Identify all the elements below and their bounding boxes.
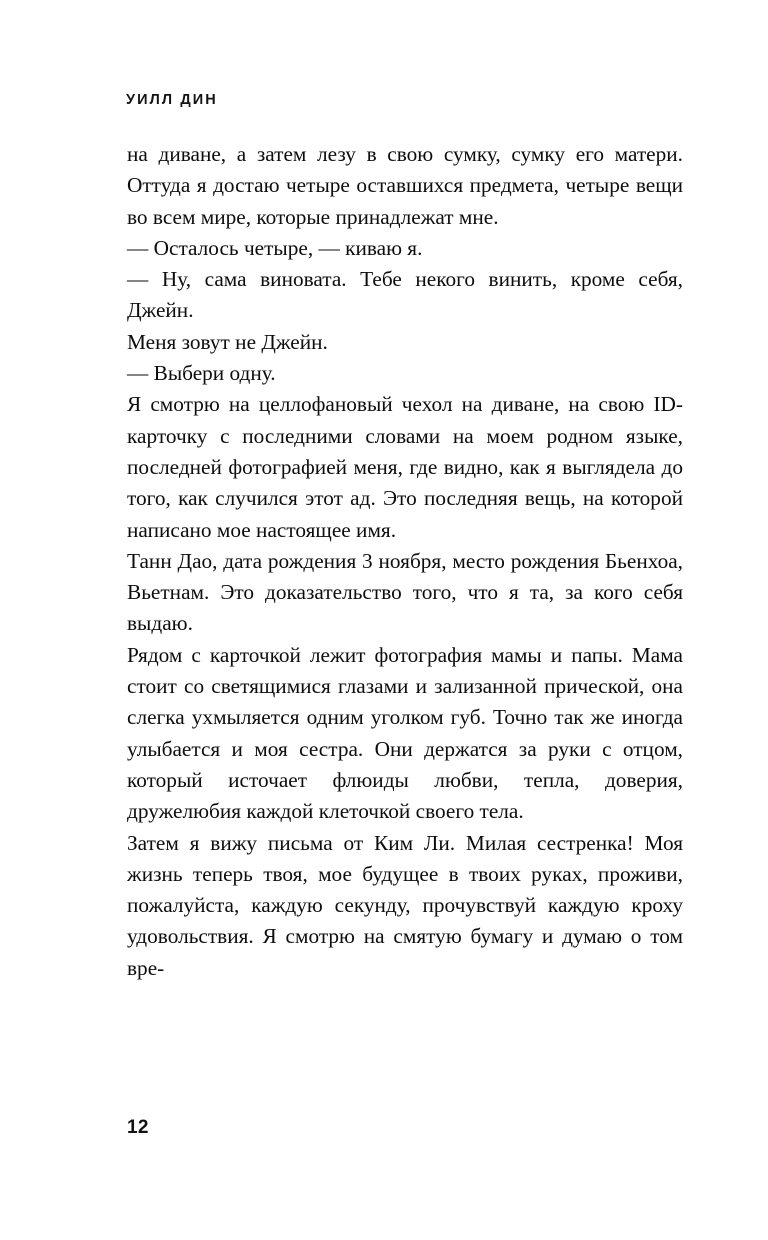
paragraph: Затем я вижу письма от Ким Ли. Милая сестренка! Моя жизнь теперь твоя, мое будущее в твоих руках, проживи, пожалуйста, каждую секунду, прочувствуй каждую кроху удовольствия. Я смотрю на смятую бумагу и думаю о том вре- <box>127 830 683 980</box>
paragraph: на диване, а затем лезу в свою сумку, сумку его матери. Оттуда я достаю четыре оставшихся предмета, четыре вещи во всем мире, которые принадлежат мне. <box>127 142 683 229</box>
page-number: 12 <box>127 1117 149 1138</box>
paragraph-dialogue: — Осталось четыре, — киваю я. <box>127 235 423 260</box>
body-text-column <box>127 139 683 984</box>
running-head-author: УИЛЛ ДИН <box>126 92 218 108</box>
paragraph-dialogue: — Выбери одну. <box>127 361 276 386</box>
paragraph: Меня зовут не Джейн. <box>127 329 328 354</box>
paragraph: Я смотрю на целлофановый чехол на диване, на свою ID-карточку с последними словами на моем родном языке, последней фотографией меня, где видно, как я выглядела до того, как случился этот ад. Это последняя вещь, на которой написано мое настоящее имя. <box>127 392 683 542</box>
paragraph-dialogue: — Ну, сама виновата. Тебе некого винить, кроме себя, Джейн. <box>127 267 683 323</box>
paragraph: Танн Дао, дата рождения 3 ноября, место рождения Бьенхоа, Вьетнам. Это доказательство того, что я та, за кого себя выдаю. <box>127 548 683 636</box>
paragraph: Рядом с карточкой лежит фотография мамы и папы. Мама стоит со светящимися глазами и зализанной прической, она слегка ухмыляется одним уголком губ. Точно так же иногда улыбается и моя сестра. Они держатся за руки с отцом, который источает флюиды любви, тепла, доверия, дружелюбия каждой клеточкой своего тела. <box>127 642 683 824</box>
